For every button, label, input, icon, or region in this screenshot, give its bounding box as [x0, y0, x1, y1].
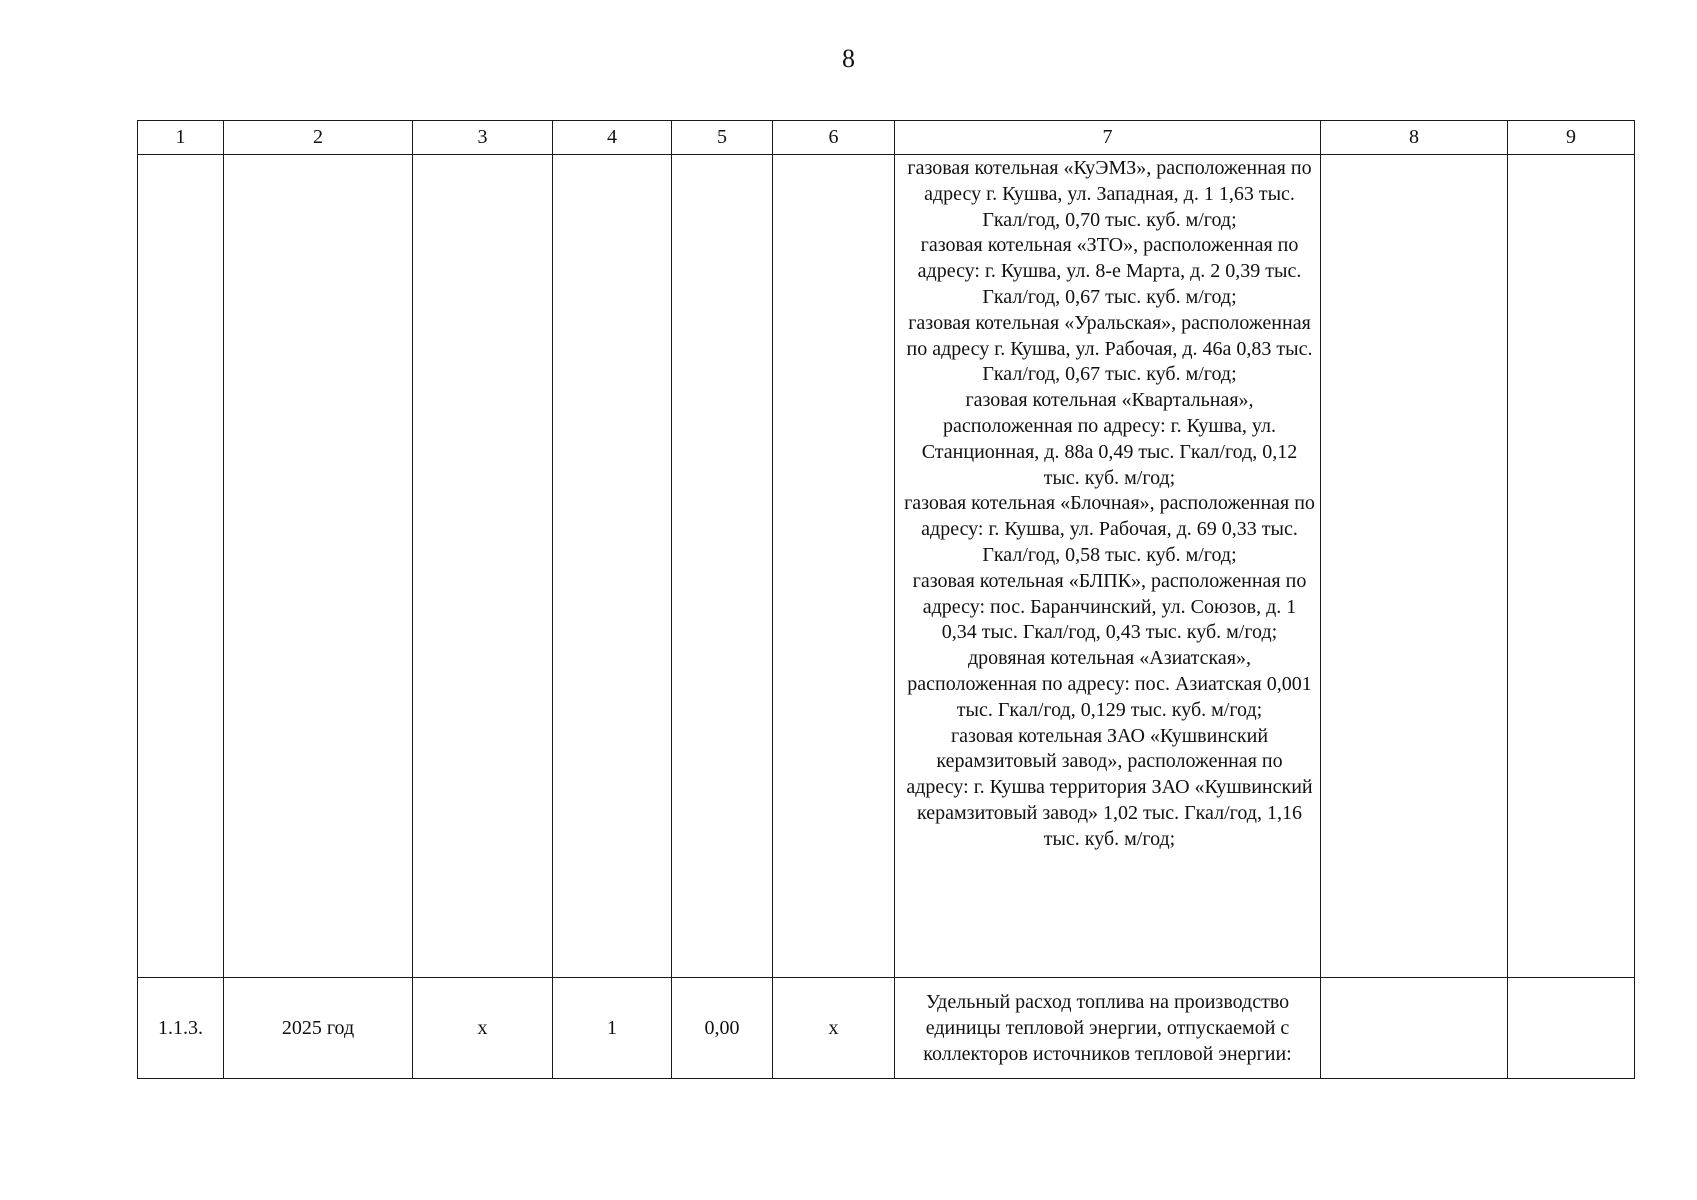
- column-number-4: 4: [553, 121, 672, 155]
- page-number: 8: [842, 44, 855, 73]
- table-cell-5: 0,00: [672, 978, 773, 1079]
- column-number-6: 6: [773, 121, 895, 155]
- column-number-8: 8: [1321, 121, 1508, 155]
- table-row: [138, 978, 1635, 1079]
- column-number-3: 3: [413, 121, 553, 155]
- table-cell-4: [553, 155, 672, 978]
- table-cell-2: [224, 155, 413, 978]
- column-number-5: 5: [672, 121, 773, 155]
- table-cell-3: х: [413, 978, 553, 1079]
- table-cell-9: [1508, 978, 1635, 1079]
- table-cell-1: [138, 155, 224, 978]
- boiler-entry-blpk: газовая котельная «БЛПК», расположенная по адресу: пос. Баранчинский, ул. Союзов, д. 1 0,34 тыс. Гкал/год, 0,43 тыс. куб. м/год;: [912, 569, 1307, 644]
- data-table: [137, 120, 1635, 1079]
- column-number-2: 2: [224, 121, 413, 155]
- boiler-entry-kvartalnaya: газовая котельная «Квартальная», расположенная по адресу: г. Кушва, ул. Станционная, д. 88а 0,49 тыс. Гкал/год, 0,12 тыс. куб. м/год;: [921, 389, 1298, 489]
- indicator-description: Удельный расход топлива на производство единицы тепловой энергии, отпускаемой с коллекторов источников тепловой энергии:: [923, 991, 1292, 1065]
- column-number-7: 7: [895, 121, 1321, 155]
- table-cell-6: [773, 155, 895, 978]
- column-number-row: [138, 121, 1635, 155]
- table-cell-5: [672, 155, 773, 978]
- boiler-entry-blochnaya: газовая котельная «Блочная», расположенная по адресу: г. Кушва, ул. Рабочая, д. 69 0,33 тыс. Гкал/год, 0,58 тыс. куб. м/год;: [904, 492, 1315, 566]
- table-cell-4: 1: [553, 978, 672, 1079]
- table-row: [138, 155, 1635, 978]
- table-cell-9: [1508, 155, 1635, 978]
- table-cell-8: [1321, 978, 1508, 1079]
- table-cell-6: х: [773, 978, 895, 1079]
- table-cell-8: [1321, 155, 1508, 978]
- boiler-entry-keramzit: газовая котельная ЗАО «Кушвинский керамзитовый завод», расположенная по адресу: г. Кушва территория ЗАО «Кушвинский керамзитовый завод» 1,02 тыс. Гкал/год, 1,16 тыс. куб. м/год;: [906, 724, 1313, 850]
- column-number-1: 1: [138, 121, 224, 155]
- boiler-entry-uralskaya: газовая котельная «Уральская», расположенная по адресу г. Кушва, ул. Рабочая, д. 46а 0,83 тыс. Гкал/год, 0,67 тыс. куб. м/год;: [906, 311, 1313, 386]
- boiler-entry-aziatskaya: дровяная котельная «Азиатская», расположенная по адресу: пос. Азиатская 0,001 тыс. Гкал/год, 0,129 тыс. куб. м/год;: [907, 647, 1312, 721]
- table-cell-3: [413, 155, 553, 978]
- table-cell-7: [895, 978, 1321, 1079]
- column-number-9: 9: [1508, 121, 1635, 155]
- table-cell-7: [895, 155, 1321, 978]
- item-number-cell: 1.1.3.: [138, 978, 224, 1079]
- boiler-list: [895, 155, 1320, 855]
- boiler-entry-kuemz: газовая котельная «КуЭМЗ», расположенная по адресу г. Кушва, ул. Западная, д. 1 1,63 тыс. Гкал/год, 0,70 тыс. куб. м/год;: [907, 157, 1312, 231]
- boiler-entry-zto: газовая котельная «ЗТО», расположенная по адресу: г. Кушва, ул. 8-е Марта, д. 2 0,39 тыс. Гкал/год, 0,67 тыс. куб. м/год;: [917, 234, 1302, 308]
- year-cell: 2025 год: [224, 978, 413, 1079]
